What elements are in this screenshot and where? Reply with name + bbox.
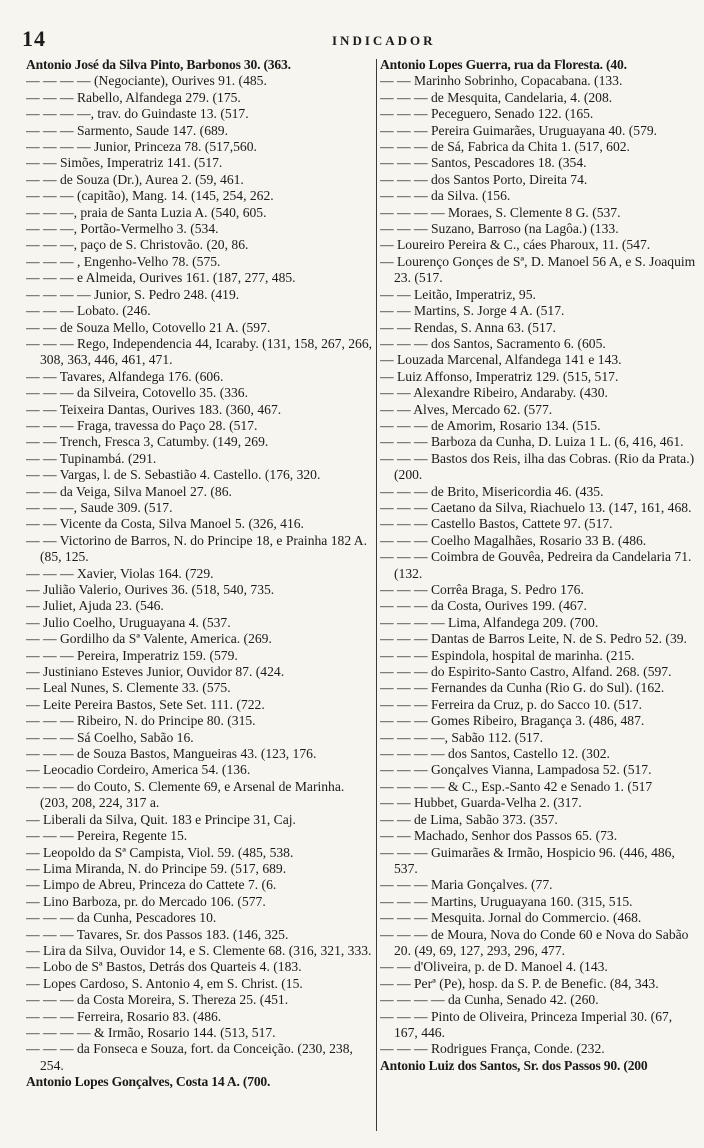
directory-entry: — Lobo de Sª Bastos, Detrás dos Quarteis 4. (183.: [26, 959, 302, 975]
directory-entry: — — — Xavier, Violas 164. (729.: [26, 565, 214, 581]
directory-entry: — — — da Silveira, Cotovello 35. (336.: [26, 385, 249, 401]
directory-entry: — — — Caetano da Silva, Riachuelo 13. (147, 161, 468.: [380, 499, 692, 515]
directory-entry: — — — — & Irmão, Rosario 144. (513, 517.: [26, 1024, 276, 1040]
directory-entry: — — — dos Santos, Sacramento 6. (605.: [380, 335, 606, 351]
directory-entry: — — — Martins, Uruguayana 160. (315, 515.: [380, 893, 633, 909]
directory-entry: — — — Suzano, Barroso (na Lagôa.) (133.: [380, 221, 619, 237]
directory-entry: — — — Rodrigues França, Conde. (232.: [380, 1041, 605, 1057]
directory-entry: — — —, Saude 309. (517.: [26, 499, 173, 515]
directory-entry: Antonio Lopes Guerra, rua da Floresta. (40.: [380, 57, 627, 72]
directory-entry: — Leite Pereira Bastos, Sete Set. 111. (722.: [26, 696, 265, 712]
directory-entry: — Limpo de Abreu, Princeza do Cattete 7. (6.: [26, 877, 277, 893]
directory-entry: — — — — Junior, S. Pedro 248. (419.: [26, 286, 240, 302]
directory-entry: — — —, praia de Santa Luzia A. (540, 605.: [26, 204, 267, 220]
directory-entry: — — — Peceguero, Senado 122. (165.: [380, 106, 594, 122]
directory-entry: — — — — dos Santos, Castello 12. (302.: [380, 746, 610, 762]
directory-entry: — — — — & C., Esp.-Santo 42 e Senado 1. (517: [380, 778, 653, 794]
directory-entry: — — — de Moura, Nova do Conde 60 e Nova do Sabão 20. (49, 69, 127, 293, 296, 477.: [380, 926, 689, 958]
directory-entry: — Leal Nunes, S. Clemente 33. (575.: [26, 680, 231, 696]
directory-entry: — — — de Souza Bastos, Mangueiras 43. (123, 176.: [26, 746, 317, 762]
directory-entry: — — — — Moraes, S. Clemente 8 G. (537.: [380, 204, 621, 220]
directory-entry: — — — Ferreira, Rosario 83. (486.: [26, 1008, 222, 1024]
directory-entry: — — Teixeira Dantas, Ourives 183. (360, 467.: [26, 401, 282, 417]
directory-entry: — — Machado, Senhor dos Passos 65. (73.: [380, 828, 618, 844]
directory-entry: — — Vargas, l. de S. Sebastião 4. Castello. (176, 320.: [26, 467, 321, 483]
directory-entry: — Liberali da Silva, Quit. 183 e Principe 31, Caj.: [26, 811, 296, 827]
running-title: INDICADOR: [332, 33, 436, 48]
directory-entry: — Justiniano Esteves Junior, Ouvidor 87. (424.: [26, 664, 285, 680]
directory-entry: — — — — Lima, Alfandega 209. (700.: [380, 614, 599, 630]
directory-entry: — — — Coelho Magalhães, Rosario 33 B. (486.: [380, 532, 647, 548]
directory-entry: — — — Maria Gonçalves. (77.: [380, 877, 553, 893]
directory-entry: — Loureiro Pereira & C., cáes Pharoux, 11. (547.: [380, 237, 651, 253]
directory-entry: — — Alexandre Ribeiro, Andaraby. (430.: [380, 385, 608, 401]
directory-entry: — — Victorino de Barros, N. do Principe 18, e Prainha 182 A. (85, 125.: [26, 532, 367, 565]
column-divider: [376, 59, 377, 1131]
directory-entry: — — — Fernandes da Cunha (Rio G. do Sul). (162.: [380, 680, 665, 696]
directory-entry: — — — Ferreira da Cruz, p. do Sacco 10. (517.: [380, 696, 642, 712]
directory-entry: — — — da Cunha, Pescadores 10.: [26, 910, 217, 926]
directory-entry: — — — Bastos dos Reis, ilha das Cobras. (Rio da Prata.) (200.: [380, 450, 695, 483]
directory-entry: — — — dos Santos Porto, Direita 74.: [380, 171, 588, 187]
directory-entry: — Lima Miranda, N. do Principe 59. (517, 689.: [26, 860, 287, 876]
directory-entry: — — de Souza (Dr.), Aurea 2. (59, 461.: [26, 171, 244, 187]
directory-entry: — — — Espindola, hospital de marinha. (215.: [380, 647, 635, 663]
directory-entry: — — Trench, Fresca 3, Catumby. (149, 269.: [26, 434, 269, 450]
directory-entry: — — — Rego, Independencia 44, Icaraby. (131, 158, 267, 266, 308, 363, 446, 461, 471.: [26, 335, 373, 368]
page-number: 14: [22, 26, 46, 51]
directory-entry: — — — Pereira, Imperatriz 159. (579.: [26, 647, 238, 663]
directory-entry: — — — Pinto de Oliveira, Princeza Imperial 30. (67, 167, 446.: [380, 1008, 673, 1040]
directory-entry: — Lino Barboza, pr. do Mercado 106. (577.: [26, 893, 266, 909]
directory-entry: — Juliet, Ajuda 23. (546.: [26, 598, 164, 614]
directory-entry: — — — Castello Bastos, Cattete 97. (517.: [380, 516, 613, 532]
directory-entry: — — Vicente da Costa, Silva Manoel 5. (326, 416.: [26, 516, 304, 532]
directory-entry: — Julião Valerio, Ourives 36. (518, 540, 735.: [26, 582, 275, 597]
directory-entry: — — de Lima, Sabão 373. (357.: [380, 811, 558, 827]
directory-entry: — — Alves, Mercado 62. (577.: [380, 401, 553, 417]
directory-entry: — — — de Amorim, Rosario 134. (515.: [380, 417, 601, 433]
directory-entry: — — — do Couto, S. Clemente 69, e Arsenal de Marinha. (203, 208, 224, 317 a.: [26, 778, 345, 811]
directory-entry: — — — — da Cunha, Senado 42. (260.: [380, 992, 599, 1008]
directory-entry: — — — Fraga, travessa do Paço 28. (517.: [26, 417, 258, 433]
directory-entry: — — — Gonçalves Vianna, Lampadosa 52. (517.: [380, 762, 652, 778]
directory-entry: — — Leitão, Imperatriz, 95.: [380, 286, 536, 302]
directory-entry: — — Marinho Sobrinho, Copacabana. (133.: [380, 73, 623, 89]
directory-entry: — — — — (Negociante), Ourives 91. (485.: [26, 73, 267, 89]
directory-entry: — — — Corrêa Braga, S. Pedro 176.: [380, 582, 584, 597]
directory-entry: — Luiz Affonso, Imperatriz 129. (515, 517.: [380, 368, 619, 384]
directory-entry: — Julio Coelho, Uruguayana 4. (537.: [26, 614, 231, 630]
directory-entry: — — — Guimarães & Irmão, Hospicio 96. (446, 486, 537.: [380, 844, 675, 876]
directory-entry: — — Rendas, S. Anna 63. (517.: [380, 319, 556, 335]
directory-entry: — Lira da Silva, Ouvidor 14, e S. Clemente 68. (316, 321, 333.: [26, 942, 372, 958]
directory-entry: — — Gordilho da Sª Valente, America. (269.: [26, 631, 272, 647]
directory-entry: — Lourenço Gonçes de Sª, D. Manoel 56 A, e S. Joaquim 23. (517.: [380, 253, 696, 286]
directory-entry: — — — Mesquita. Jornal do Commercio. (468.: [380, 910, 642, 926]
directory-entry: — — — da Costa Moreira, S. Thereza 25. (451.: [26, 992, 289, 1008]
directory-entry: — — — Pereira Guimarães, Uruguayana 40. (579.: [380, 122, 658, 138]
directory-entry: — — — Ribeiro, N. do Principe 80. (315.: [26, 713, 256, 729]
directory-entry: — — — —, Sabão 112. (517.: [380, 729, 543, 745]
directory-entry: — — — , Engenho-Velho 78. (575.: [26, 253, 221, 269]
directory-entry: — — Simões, Imperatriz 141. (517.: [26, 155, 223, 171]
directory-entry: — Lopes Cardoso, S. Antonio 4, em S. Christ. (15.: [26, 975, 303, 991]
directory-entry: — — — de Brito, Misericordia 46. (435.: [380, 483, 604, 499]
directory-entry: — — Tupinambá. (291.: [26, 450, 157, 466]
directory-entry: — — — Santos, Pescadores 18. (354.: [380, 155, 587, 171]
directory-entry: — — — da Costa, Ourives 199. (467.: [380, 598, 587, 614]
directory-entry: Antonio José da Silva Pinto, Barbonos 30. (363.: [26, 57, 291, 72]
directory-entry: — — de Souza Mello, Cotovello 21 A. (597.: [26, 319, 271, 335]
directory-entry: — — d'Oliveira, p. de D. Manoel 4. (143.: [380, 959, 608, 975]
directory-entry: — Louzada Marcenal, Alfandega 141 e 143.: [380, 352, 622, 368]
directory-entry: — — — de Mesquita, Candelaria, 4. (208.: [380, 89, 613, 105]
directory-columns: [26, 57, 698, 1139]
directory-entry: — — — de Sá, Fabrica da Chita 1. (517, 602.: [380, 139, 630, 155]
directory-entry: Antonio Luiz dos Santos, Sr. dos Passos 90. (200: [380, 1057, 648, 1073]
directory-entry: — — — Gomes Ribeiro, Bragança 3. (486, 487.: [380, 713, 645, 729]
directory-entry: — — da Veiga, Silva Manoel 27. (86.: [26, 483, 232, 499]
directory-entry: — — — e Almeida, Ourives 161. (187, 277, 485.: [26, 270, 296, 286]
directory-entry: — — — da Fonseca e Souza, fort. da Conceição. (230, 238, 254.: [26, 1041, 353, 1073]
directory-entry: — — —, paço de S. Christovão. (20, 86.: [26, 237, 249, 253]
directory-entry: — — — Barboza da Cunha, D. Luiza 1 L. (6, 416, 461.: [380, 434, 684, 450]
directory-entry: — — — (capitão), Mang. 14. (145, 254, 262.: [26, 188, 274, 204]
directory-entry: — — Tavares, Alfandega 176. (606.: [26, 368, 224, 384]
directory-entry: — — Hubbet, Guarda-Velha 2. (317.: [380, 795, 582, 811]
directory-entry: — — — Pereira, Regente 15.: [26, 828, 188, 844]
left-column: [26, 57, 374, 1139]
directory-entry: — — — Dantas de Barros Leite, N. de S. Pedro 52. (39.: [380, 631, 687, 647]
directory-entry: — — — Sá Coelho, Sabão 16.: [26, 729, 194, 745]
directory-entry: — — — Sarmento, Saude 147. (689.: [26, 122, 228, 138]
directory-entry: — — — do Espirito-Santo Castro, Alfand. 268. (597.: [380, 664, 672, 680]
directory-entry: Antonio Lopes Gonçalves, Costa 14 A. (700.: [26, 1074, 271, 1090]
directory-entry: — — — Rabello, Alfandega 279. (175.: [26, 89, 241, 105]
directory-entry: — — — Coimbra de Gouvêa, Pedreira da Candelaria 71. (132.: [380, 549, 692, 581]
directory-entry: — Leopoldo da Sª Campista, Viol. 59. (485, 538.: [26, 844, 294, 860]
right-column: [380, 57, 698, 1139]
directory-entry: — Leocadio Cordeiro, America 54. (136.: [26, 762, 251, 778]
page-header: [22, 24, 682, 50]
directory-entry: — — Perª (Pe), hosp. da S. P. de Benefic. (84, 343.: [380, 975, 659, 991]
directory-entry: — — — —, trav. do Guindaste 13. (517.: [26, 106, 249, 122]
directory-entry: — — — — Junior, Princeza 78. (517,560.: [26, 139, 257, 155]
directory-entry: — — —, Portão-Vermelho 3. (534.: [26, 221, 219, 237]
directory-entry: — — — Lobato. (246.: [26, 303, 151, 319]
directory-entry: — — — Tavares, Sr. dos Passos 183. (146, 325.: [26, 926, 289, 942]
directory-entry: — — — da Silva. (156.: [380, 188, 511, 204]
directory-entry: — — Martins, S. Jorge 4 A. (517.: [380, 303, 565, 319]
